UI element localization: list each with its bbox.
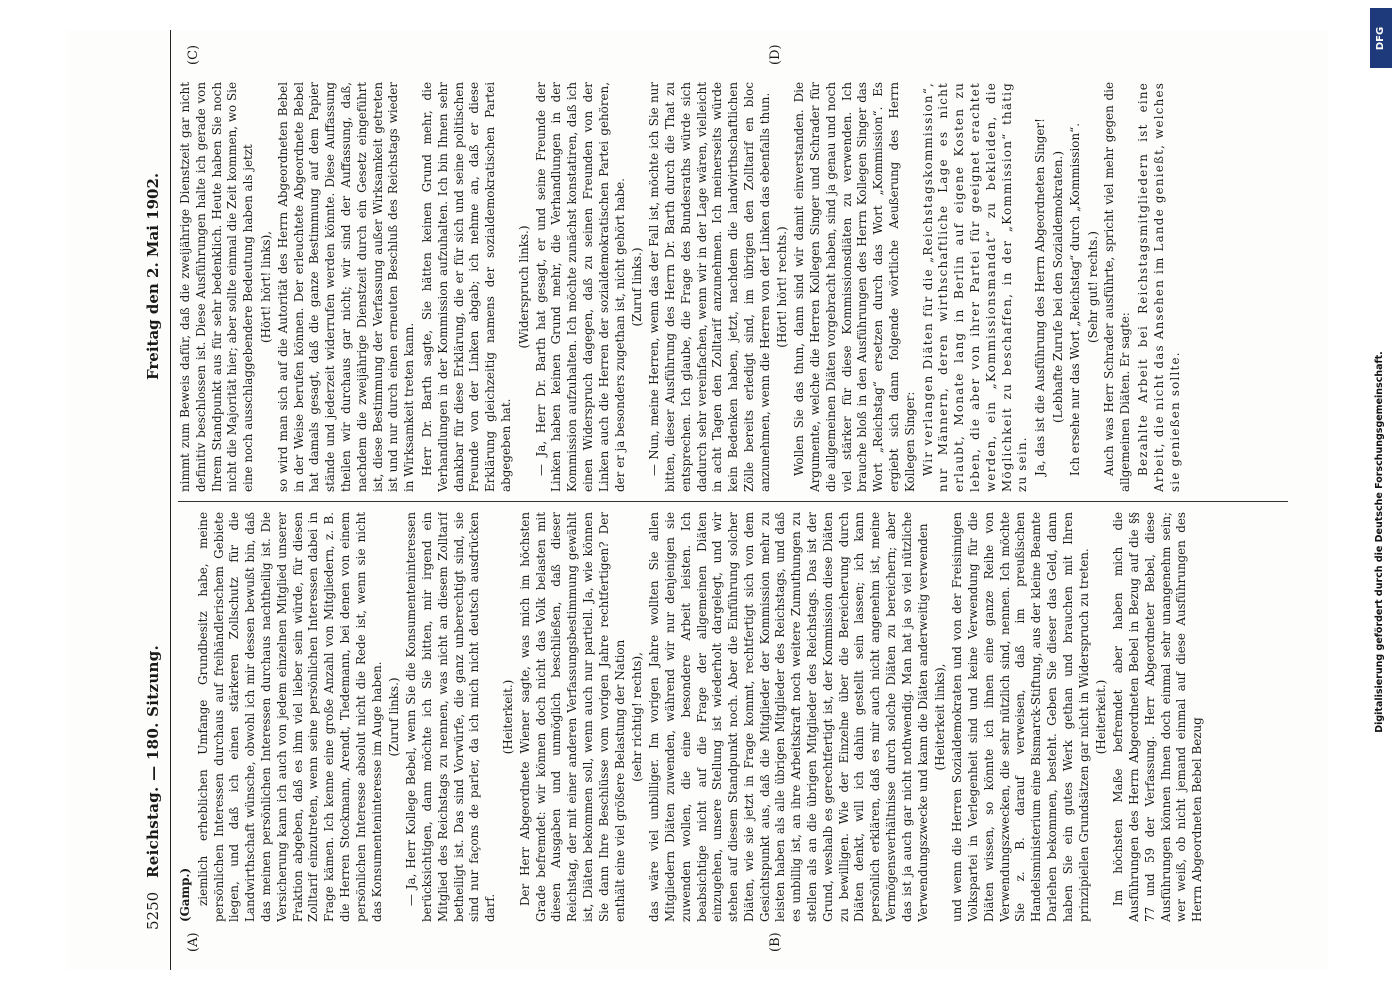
header-session-title: Reichstag. — 180. Sitzung. — [144, 644, 162, 878]
column-divider — [178, 501, 1288, 502]
margin-mark-d: (D) — [768, 44, 783, 65]
text-column-left — [178, 512, 1288, 922]
interjection: (Heiterkeit links), — [933, 663, 948, 771]
paragraph: Im höchsten Maße befremdet aber haben mich die Ausführungen des Herrn Abgeordneten Bebel in Bezug auf die §§ 77 und 59 der Verfassung. Herr Abgeordneter Bebel, diese Ausführungen können Ihnen doch einmal sehr unangenehm sein; wer weiß, ob nicht jemand einmal auf diese Ausführungen des Herrn Abgeordneten Bebel Bezug — [1111, 512, 1205, 922]
paragraph: Der Herr Abgeordnete Wiener sagte, was mich im höchsten Grade befremdet: wir können doch nicht das Volk belasten mit diesen Ausgaben und unmöglich beschließen, daß dieser Reichstag, der mit einer anderen Verfassungsbestimmung gewählt ist, Diäten bekommen soll, wenn auch nur partiell. Ja, wie können Sie dann Ihre Beschlüsse vom vorigen Jahre rechtfertigen? Der enthält eine viel größere Belastung der Nation — [517, 512, 627, 922]
page-header — [126, 30, 171, 970]
margin-mark-a: (A) — [186, 932, 201, 952]
header-date: Freitag den 2. Mai 1902. — [144, 172, 162, 380]
paragraph: nimmt zum Beweis dafür, daß die zweijährige Dienstzeit gar nicht definitiv beschlossen ist. Diese Ausführungen halte ich gerade von Ihrem Standpunkt aus für sehr bedenklich. Heute haben Sie noch nicht die Majorität hier; aber sollte einmal die Zeit kommen, wo Sie eine noch ausschlaggebendere Bedeutung haben als jetzt — [178, 82, 256, 492]
interjection: (Zuruf links.) — [387, 677, 402, 757]
paragraph: Herr Dr. Barth sagte, Sie hätten keinen Grund mehr, die Verhandlungen in der Kommission aufzuhalten. Ich bin Ihnen sehr dankbar für diese Erklärung, die er für sich und seine politischen Freunde von der Linken abgab; ich nehme an, daß er diese Erklärung gleichzeitig namens der sozialdemokratischen Partei abgegeben hat. — [419, 82, 513, 492]
paragraph: Ich ersehe nur das Wort „Reichstag“ durch „Kommission“. — [1067, 123, 1082, 476]
interjection: (sehr richtig! rechts), — [630, 652, 645, 782]
paragraph: — Ja, Herr Kollege Bebel, wenn Sie die Konsumenteninteressen berücksichtigen, dann möchte ich Sie bitten, mir irgend ein Mitglied des Reichstags zu nennen, was nicht an diesem Zolltarif betheiligt ist. Das sind Vorwürfe, die ganz unberechtigt sind, sie sind nur façons de parler, da ich mich nicht deutsch ausdrücken darf. — [404, 512, 498, 922]
text-column-right — [178, 82, 1288, 492]
quotation: Wir verlangen Diäten für die „Reichstagskommission“, nur Männern, deren wirthschaftliche Lage es nicht erlaubt, Monate lang in Berlin auf eigene Kosten zu leben, die aber von ihrer Partei für geeignet erachtet werden, ein „Kommissionsmandat“ zu bekleiden, die Möglichkeit zu beschaffen, in der „Kommission“ thätig zu sein. — [920, 82, 1030, 492]
margin-mark-b: (B) — [768, 932, 783, 952]
paragraph: Auch was Herr Schrader ausführte, spricht viel mehr gegen die allgemeinen Diäten. Er sagte: — [1102, 82, 1133, 492]
funding-notice: Digitalisierung gefördert durch die Deutsche Forschungsgemeinschaft. — [1374, 351, 1385, 733]
paragraph: — Nun, meine Herren, wenn das der Fall ist, möchte ich Sie nur bitten, dieser Ausführung des Herrn Dr. Barth durch die That zu entsprechen. Ich glaube, die Frage des Bundesraths würde sich dadurch sehr vereinfachen, wenn wir in der Lage wären, vielleicht in acht Tagen den Zolltarif anzunehmen. Ich meinerseits würde kein Bedenken haben, jetzt, nachdem die landwirthschaftlichen Zölle bereits erledigt sind, im übrigen den Zolltarif en bloc anzunehmen, wenn die Herren von der Linken das ebenfalls thun. — [647, 82, 772, 492]
document-page — [68, 30, 1328, 970]
interjection: (Heiterkeit.) — [500, 679, 515, 755]
quotation: Bezahlte Arbeit bei Reichstagsmitgliedern ist eine Arbeit, die nicht das Ansehen im Lande genießt, welches sie genießen sollte. — [1136, 82, 1182, 492]
interjection: (Hört! hört! rechts.) — [775, 226, 790, 348]
interjection: (Widerspruch links.) — [516, 225, 531, 349]
interjection: (Lebhafte Zurufe bei den Sozialdemokraten.) — [1051, 151, 1066, 423]
paragraph: das wäre viel unbilliger. Im vorigen Jahre wollten Sie allen Mitgliedern Diäten zuwenden, während wir nur denjenigen sie zuwenden wollen, die eine besondere Arbeit leisten. Ich beabsichtige nicht auf die Frage der allgemeinen Diäten einzugehen, unsere Stellung ist wiederholt dargelegt, und wir stehen auf diesem Standpunkt noch. Aber die Einführung solcher Diäten, wie sie jetzt in Frage kommt, rechtfertigt sich von dem Gesichtspunkt aus, daß die Mitglieder der Kommission mehr zu leisten haben als alle übrigen Mitglieder des Reichstags, und daß es unbillig ist, an ihre Arbeitskraft noch weitere Zumuthungen zu stellen als an die übrigen Mitglieder des Reichstags. Das ist der Grund, weshalb es gerechtfertigt ist, der Kommission diese Diäten zu bewilligen. Wie der Einzelne über die Bereicherung durch Diäten denkt, will ich dahin gestellt sein lassen; ich kann persönlich erklären, daß es mir auch nicht angenehm ist, meine Vermögensverhältnisse durch solche Diäten zu bereichern; aber das ist ja auch gar nicht nothwendig. Man hat ja so viel nützliche Verwendungszwecke und kann die Diäten anderweitig verwenden — [647, 512, 930, 922]
page-number: 5250 — [144, 891, 162, 930]
interjection: (Heiterkeit.) — [1094, 679, 1109, 755]
interjection: (Hört! hört! links), — [258, 231, 273, 344]
paragraph: Wollen Sie das thun, dann sind wir damit einverstanden. Die Argumente, welche die Herren Kollegen Singer und Schrader für die allgemeinen Diäten vorgebracht haben, sind ja genau und noch viel stärker für diese Kommissionsdiäten zu verwenden. Ich brauche bloß in den Ausführungen des Herrn Kollegen Singer das Wort „Reichstag“ ersetzen durch das Wort „Kommission“. Es ergiebt sich dann folgende wörtliche Aeußerung des Herrn Kollegen Singer: — [792, 82, 917, 492]
interjection: (Zuruf links.) — [630, 247, 645, 327]
paragraph: und wenn die Herren Sozialdemokraten und von der Freisinnigen Volkspartei in Verlegenheit sind und keine Verwendung für die Diäten wissen, so könnte ich ihnen eine ganze Reihe von Verwendungszwecken, die sehr nützlich sind, nennen. Ich möchte Sie z. B. darauf verweisen, daß im preußischen Handelsministerium eine Bismarck-Stiftung, aus der kleine Beamte Darlehen bekommen, besteht. Geben Sie dieser das Geld, dann haben Sie ein gutes Werk gethan und brauchen mit Ihren prinzipiellen Grundsätzen gar nicht in Widerspruch zu treten. — [950, 512, 1091, 922]
funding-notice-strip — [1366, 2, 1396, 998]
paragraph: so wird man sich auf die Autorität des Herrn Abgeordneten Bebel in der Weise berufen können. Der erleuchtete Abgeordnete Bebel hat damals gesagt, daß die ganze Bestimmung auf dem Papier stände und jederzeit widerrufen werden könnte. Diese Auffassung theilen wir durchaus gar nicht; wir sind der Auffassung, daß, nachdem die zweijährige Dienstzeit durch ein Gesetz eingeführt ist, diese Bestimmung der Verfassung außer Wirksamkeit getreten ist und nur durch einen erneuten Beschluß des Reichstags wieder in Wirksamkeit treten kann. — [275, 82, 417, 492]
interjection: (Sehr gut! rechts.) — [1085, 231, 1100, 343]
paragraph: ziemlich erheblichen Umfange Grundbesitz habe, meine persönlichen Interessen durchaus auf freihändlerischem Gebiete liegen, und daß ich einen stärkeren Zollschutz für die Landwirthschaft wünsche, obwohl ich mir dessen bewußt bin, daß das meinen persönlichen Interessen durchaus nachtheilig ist. Die Versicherung kann ich auch von jedem einzelnen Mitglied unserer Fraktion abgeben, daß es ihm viel lieber sein würde, für diesen Zolltarif einzutreten, wenn seine persönlichen Interessen dabei in Frage kämen. Ich kenne eine große Anzahl von Mitgliedern, z. B. die Herren Stockmann, Arendt, Tiedemann, bei denen von einem persönlichen Interesse absolut nicht die Rede ist, wenn sie nicht das Konsumenteninteresse im Auge haben. — [195, 512, 384, 922]
paragraph: — Ja, Herr Dr. Barth hat gesagt, er und seine Freunde der Linken haben keinen Grund mehr, die Verhandlungen in der Kommission aufzuhalten. Ich möchte zunächst konstatiren, daß ich einen Widerspruch dagegen, daß zu seinen Freunden von der Linken auch die Herren der sozialdemokratischen Partei gehören, der er ja besonders zugethan ist, nicht gehört habe. — [533, 82, 627, 492]
speaker-label: (Gamp.) — [178, 867, 192, 922]
paragraph: Ja, das ist die Ausführung des Herrn Abgeordneten Singer! — [1033, 118, 1048, 476]
margin-mark-c: (C) — [186, 44, 201, 65]
dfg-logo: DFG — [1370, 8, 1392, 68]
